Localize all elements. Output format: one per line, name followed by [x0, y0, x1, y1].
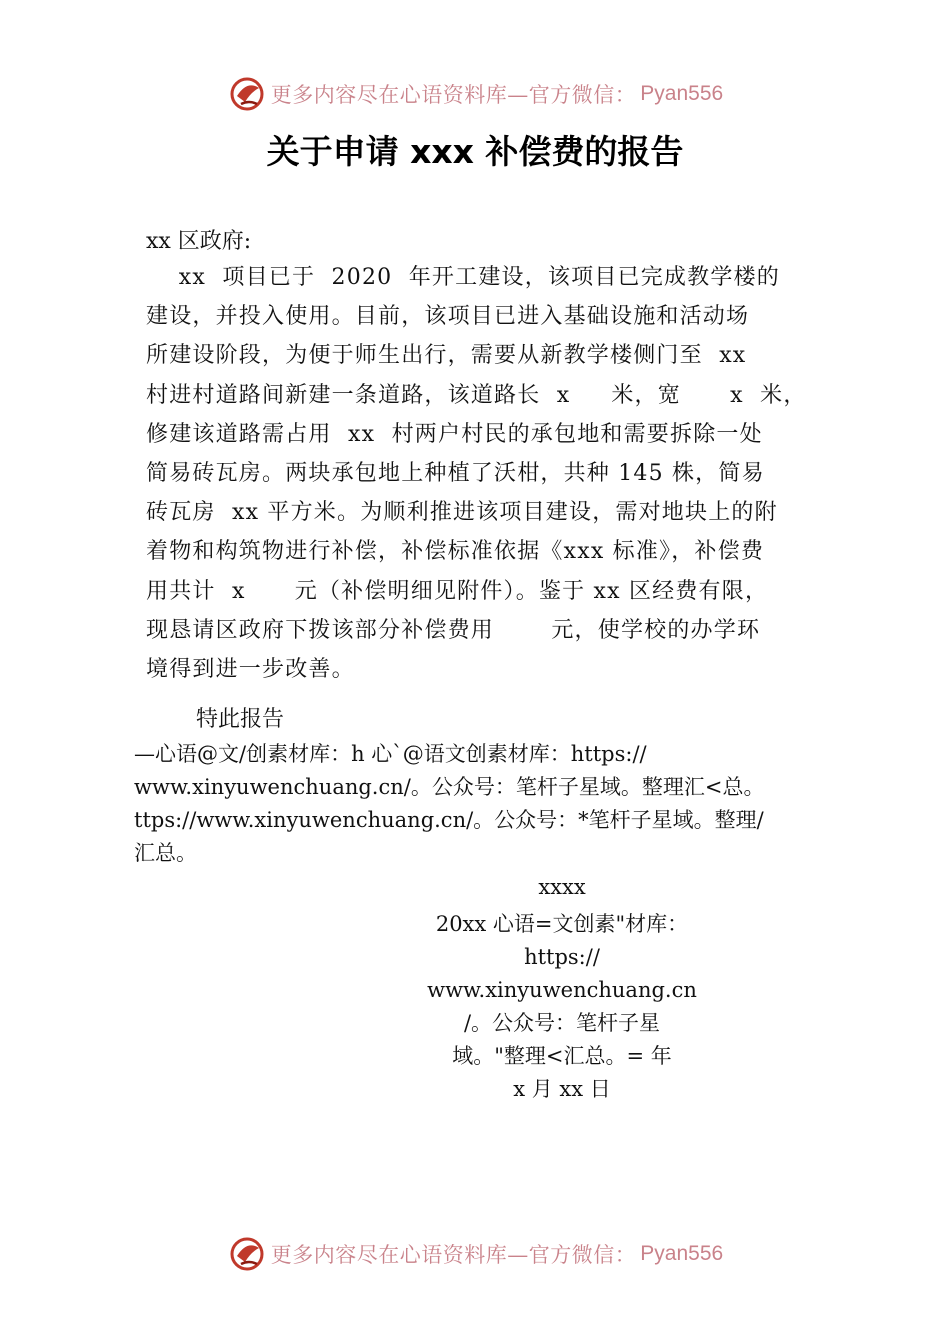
- body-paragraph: [146, 258, 822, 689]
- signature-line: www.xinyuwenchuang.cn: [427, 978, 697, 1002]
- body-line: 建设，并投入使用。目前，该项目已进入基础设施和活动场: [146, 304, 750, 330]
- signature-date: x 月 xx 日: [513, 1077, 611, 1101]
- watermark-block: [134, 738, 824, 870]
- signature-name: xxxx: [538, 875, 586, 899]
- footer-banner: [0, 1232, 950, 1276]
- closing-text: 特此报告: [196, 707, 285, 732]
- body-line: 境得到进一步改善。: [146, 657, 355, 683]
- header-banner-text: 更多内容尽在心语资料库—官方微信：: [270, 83, 637, 107]
- watermark-line: ttps://www.xinyuwenchuang.cn/。公众号：*笔杆子星域。整理/: [134, 808, 764, 832]
- signature-line: /。公众号：笔杆子星: [463, 1011, 661, 1035]
- footer-banner-wechat: Pyan556: [640, 1242, 724, 1265]
- body-line: xx 项目已于 2020 年开工建设，该项目已完成教学楼的: [146, 265, 780, 290]
- salutation: xx 区政府:: [146, 229, 252, 254]
- watermark-line: 汇总。: [134, 841, 197, 865]
- signature-block: [402, 872, 722, 1106]
- header-banner-wechat: Pyan556: [640, 82, 724, 105]
- xinyu-logo-icon: [227, 74, 267, 114]
- body-line: 用共计 x 元（补偿明细见附件）。鉴于 xx 区经费有限，: [146, 578, 769, 604]
- body-line: 着物和构筑物进行补偿，补偿标准依据《xxx 标准》，补偿费: [146, 539, 765, 565]
- body-line: 简易砖瓦房。两块承包地上种植了沃柑，共种 145 株，简易: [146, 461, 765, 487]
- footer-banner-text: 更多内容尽在心语资料库—官方微信：: [270, 1243, 637, 1267]
- page-title: 关于申请 xxx 补偿费的报告: [266, 132, 684, 171]
- signature-line: 域。"整理<汇总。= 年: [452, 1044, 672, 1068]
- signature-line: 20xx 心语=文创素"材库：: [435, 912, 689, 936]
- body-line: 砖瓦房 xx 平方米。为顺利推进该项目建设，需对地块上的附: [146, 500, 778, 526]
- footer-banner-content: [227, 1234, 723, 1274]
- header-banner: [0, 72, 950, 116]
- header-banner-content: [227, 74, 723, 114]
- signature-line: https://: [524, 945, 600, 969]
- watermark-line: —心语@文/创素材库：h 心`@语文创素材库：https://: [134, 742, 647, 766]
- body-line: 村进村道路间新建一条道路，该道路长 x 米，宽 x 米，: [146, 382, 807, 408]
- body-line: 修建该道路需占用 xx 村两户村民的承包地和需要拆除一处: [146, 421, 763, 447]
- xinyu-logo-icon: [227, 1234, 267, 1274]
- watermark-line: www.xinyuwenchuang.cn/。公众号：笔杆子星域。整理汇<总。: [134, 775, 765, 799]
- body-line: 所建设阶段，为便于师生出行，需要从新教学楼侧门至 xx: [146, 343, 747, 369]
- body-line: 现恳请区政府下拨该部分补偿费用 元，使学校的办学环: [146, 617, 761, 643]
